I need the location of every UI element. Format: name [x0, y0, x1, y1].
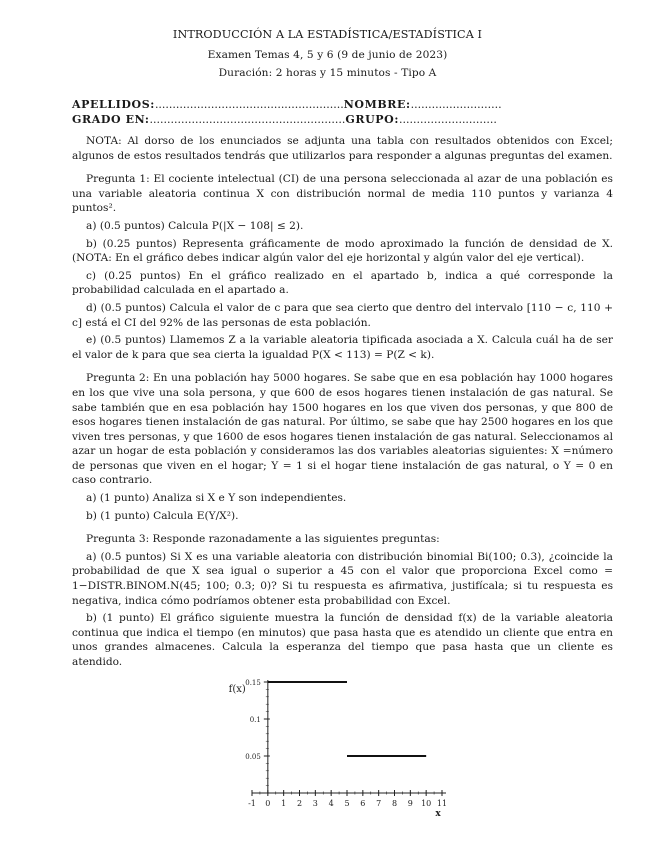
nota-text: : Al dorso de los enunciados se adjunta una tabla con resultados obtenidos con Excel; algunos de estos resultados tendrás que utilizarlos para responder a algunas preguntas del examen. — [72, 135, 613, 162]
density-chart — [210, 668, 460, 828]
exam-title: INTRODUCCIÓN A LA ESTADÍSTICA/ESTADÍSTICA I — [172, 28, 483, 41]
q2-a: a) (1 punto) Analiza si X e Y son independientes. — [86, 492, 347, 505]
grupo-blank[interactable]: ............................ — [399, 113, 497, 126]
q1-intro: Pregunta 1: El cociente intelectual (CI) de una persona seleccionada al azar de una población es una variable aleatoria continua X con distribución normal de media 110 puntos y varianza 4 puntos². — [72, 173, 613, 215]
fields-row-2 — [72, 112, 613, 127]
fields-row-1 — [72, 97, 613, 112]
x-tick-label: 10 — [421, 799, 432, 808]
q2-intro: Pregunta 2: En una población hay 5000 hogares. Se sabe que en esa población hay 1000 hogares en los que vive una sola persona, y que 600 de esos hogares tienen instalación de gas natural. Se sabe también que en esa población hay 1500 hogares en los que viven dos personas, y que 800 de esos hogares tienen instalación de gas natural. Por último, se sabe que hay 2500 hogares en los que viven tres personas, y que 1600 de esos hogares tienen instalación de gas natural. Seleccionamos al azar un hogar de esta población y consideramos las dos variables aleatorias siguientes: X =número de personas que viven en el hogar; Y = 1 si el hogar tiene instalación de gas natural, o Y = 0 en caso contrario. — [72, 372, 613, 487]
y-tick-label: 0.05 — [245, 753, 261, 761]
y-axis-label: f(x) — [228, 684, 246, 695]
nombre-label: NOMBRE: — [343, 98, 411, 111]
q2-b: b) (1 punto) Calcula E(Y/X²). — [86, 509, 239, 522]
nota-paragraph — [72, 134, 613, 163]
grado-blank[interactable]: ........................................................ — [149, 113, 346, 126]
apellidos-blank[interactable]: ...................................................... — [154, 98, 344, 111]
q3-intro: Pregunta 3: Responde razonadamente a las siguientes preguntas: — [86, 533, 440, 546]
y-tick-label: 0.15 — [245, 679, 261, 687]
x-tick-label: -1 — [248, 799, 256, 808]
x-tick-label: 3 — [312, 799, 318, 808]
q1-b: b) (0.25 puntos) Representa gráficamente de modo aproximado la función de densidad de X. (NOTA: En el gráfico debes indicar algún valor del eje horizontal y algún valor del eje vertical). — [72, 237, 613, 265]
x-tick-label: 1 — [281, 799, 287, 808]
y-tick-label: 0.1 — [249, 716, 261, 724]
nombre-blank[interactable]: .......................... — [410, 98, 502, 111]
exam-subtitle: Examen Temas 4, 5 y 6 (9 de junio de 2023) — [207, 49, 448, 61]
apellidos-label: APELLIDOS: — [72, 98, 155, 111]
x-tick-label: 8 — [391, 799, 398, 808]
q1-e: e) (0.5 puntos) Llamemos Z a la variable aleatoria tipificada asociada a X. Calcula cuál ha de ser el valor de k para que sea cierta la igualdad P(X < 113) = P(Z < k). — [72, 334, 613, 361]
grupo-label: GRUPO: — [345, 113, 399, 126]
x-tick-label: 4 — [328, 799, 334, 808]
x-tick-label: 9 — [407, 799, 413, 808]
student-fields — [72, 97, 613, 127]
x-tick-label: 0 — [265, 799, 271, 808]
nota-label: NOTA — [86, 135, 119, 147]
x-tick-label: 6 — [360, 799, 366, 808]
q3-b: b) (1 punto) El gráfico siguiente muestra la función de densidad f(x) de la variable aleatoria continua que indica el tiempo (en minutos) que pasa hasta que es atendido un cliente que entra en unos grandes almacenes. Calcula la esperanza del tiempo que pasa hasta que un cliente es atendido. — [72, 612, 613, 668]
q1-a: a) (0.5 puntos) Calcula P(|X − 108| ≤ 2). — [86, 219, 304, 232]
x-axis-label: x — [435, 809, 441, 819]
x-tick-label: 11 — [436, 799, 448, 808]
x-tick-label: 2 — [296, 799, 303, 808]
x-tick-label: 5 — [344, 799, 350, 808]
x-tick-label: 7 — [376, 799, 382, 808]
density-chart-svg — [210, 668, 460, 828]
q1-c: c) (0.25 puntos) En el gráfico realizado en el apartado b, indica a qué corresponde la probabilidad calculada en el apartado a. — [72, 269, 613, 297]
q3-a: a) (0.5 puntos) Si X es una variable aleatoria con distribución binomial Bi(100; 0.3), ¿coincide la probabilidad de que X sea igual o superior a 45 con el valor que proporciona Excel como = 1−DISTR.BINOM.N(45; 100; 0.3; 0)? Si tu respuesta es afirmativa, justifícala; si tu respuesta es negativa, indica cómo podríamos obtener esta probabilidad con Excel. — [72, 550, 613, 607]
q1-d: d) (0.5 puntos) Calcula el valor de c para que sea cierto que dentro del intervalo [110 − c, 110 + c] está el CI del 92% de las personas de esta población. — [72, 301, 613, 329]
grado-label: GRADO EN: — [72, 113, 150, 126]
exam-duration: Duración: 2 horas y 15 minutos - Tipo A — [218, 67, 437, 79]
exam-body — [72, 134, 613, 670]
